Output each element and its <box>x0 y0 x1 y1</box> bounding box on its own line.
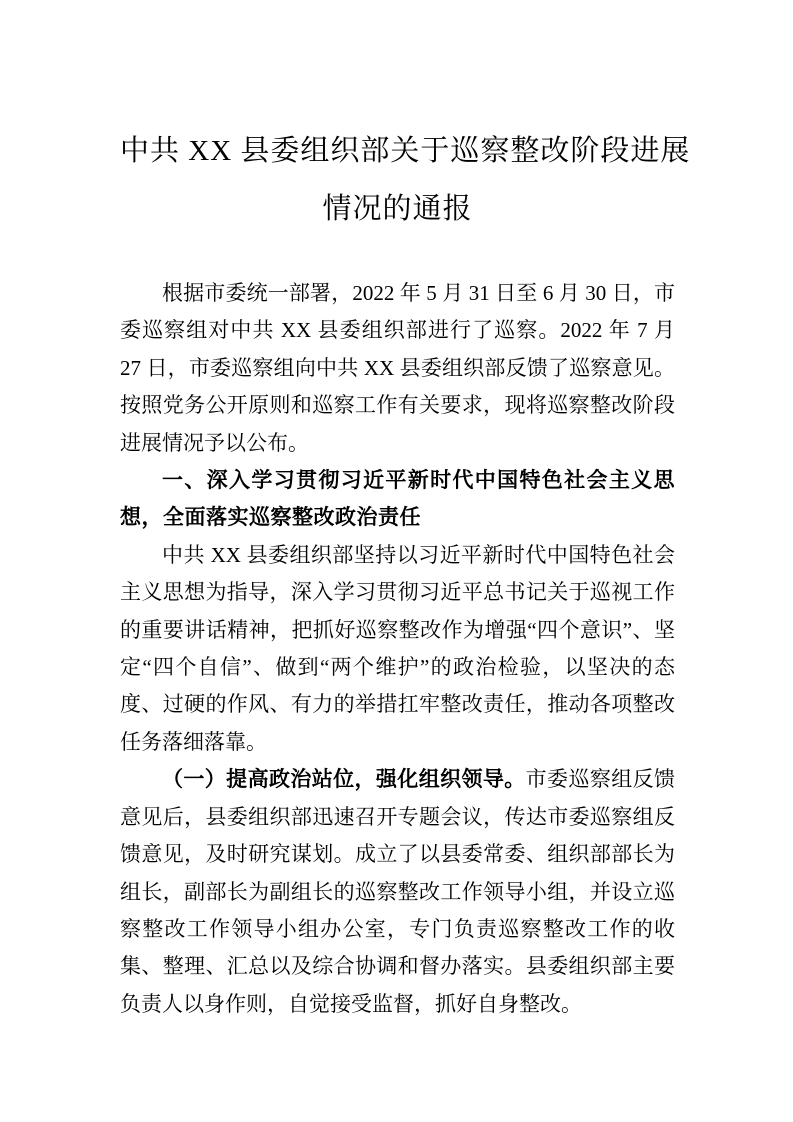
subsection-heading-1: （一）提高政治站位，强化组织领导。 <box>162 767 526 792</box>
document-content <box>0 122 793 1023</box>
document-body <box>120 275 675 1023</box>
paragraph-section-1: 中共 XX 县委组织部坚持以习近平新时代中国特色社会主义思想为指导，深入学习贯彻习近平总书记关于巡视工作的重要讲话精神，把抓好巡察整改作为增强“四个意识”、坚定“四个自信”、做到“两个维护”的政治检验，以坚决的态度、过硬的作风、有力的举措扛牢整改责任，推动各项整改任务落细落靠。 <box>120 542 675 754</box>
paragraph-subsection-1 <box>120 761 675 1023</box>
subsection-body-1: 市委巡察组反馈意见后，县委组织部迅速召开专题会议，传达市委巡察组反馈意见，及时研究谋划。成立了以县委常委、组织部部长为组长，副部长为副组长的巡察整改工作领导小组，并设立巡察整改工作领导小组办公室，专门负责巡察整改工作的收集、整理、汇总以及综合协调和督办落实。县委组织部主要负责人以身作则，自觉接受监督，抓好自身整改。 <box>120 767 676 1016</box>
section-heading-1: 一、深入学习贯彻习近平新时代中国特色社会主义思想，全面落实巡察整改政治责任 <box>120 469 675 530</box>
document-title-line-1: 中共 XX 县委组织部关于巡察整改阶段进展 <box>120 135 691 167</box>
paragraph-intro: 根据市委统一部署，2022 年 5 月 31 日至 6 月 30 日，市委巡察组对中共 XX 县委组织部进行了巡察。2022 年 7 月 27 日，市委巡察组向中共 XX 县委组织部反馈了巡察意见。按照党务公开原则和巡察工作有关要求，现将巡察整改阶段进展情况予以公布。 <box>120 281 675 455</box>
document-title <box>120 122 691 238</box>
document-title-line-2: 情况的通报 <box>322 193 473 225</box>
